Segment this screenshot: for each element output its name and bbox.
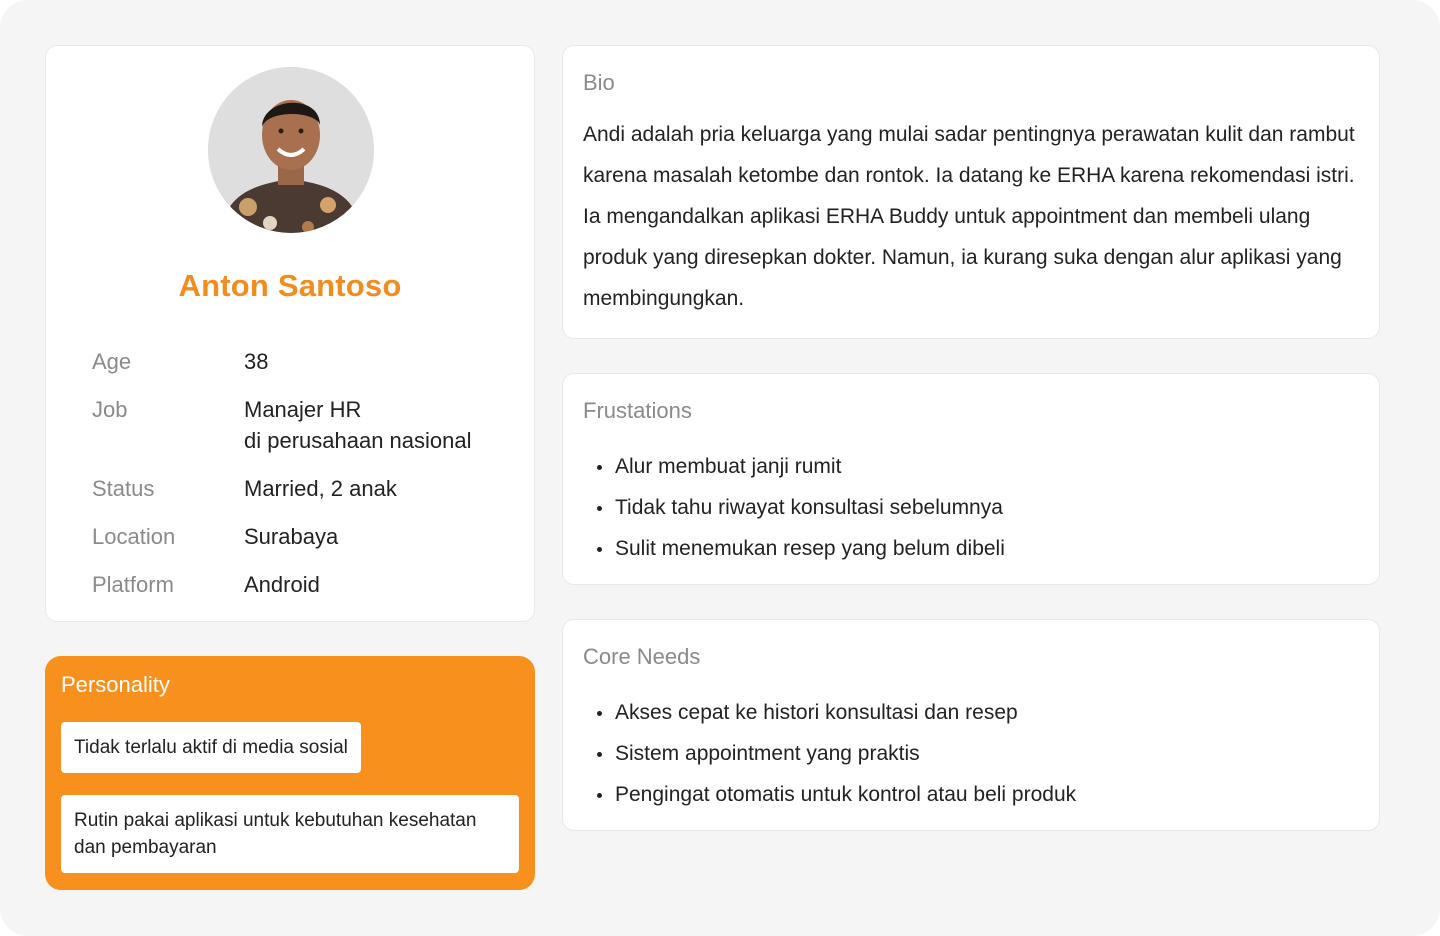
frustrations-list	[595, 446, 1005, 569]
list-item: Alur membuat janji rumit	[595, 446, 1005, 487]
persona-name: Anton Santoso	[178, 268, 402, 303]
info-value-line: Surabaya	[244, 524, 339, 549]
info-value	[244, 473, 397, 504]
info-value	[244, 569, 320, 600]
bio-card	[562, 45, 1380, 339]
info-value-line: di perusahaan nasional	[244, 428, 472, 453]
core-needs-card	[562, 619, 1380, 831]
personality-card	[45, 656, 535, 890]
profile-card	[45, 45, 535, 622]
info-value-line: Married, 2 anak	[244, 476, 397, 501]
info-label: Age	[92, 349, 132, 374]
core-needs-title: Core Needs	[583, 644, 701, 669]
info-value	[244, 394, 472, 456]
info-value-line: Android	[244, 572, 320, 597]
personality-chip: Rutin pakai aplikasi untuk kebutuhan kesehatan dan pembayaran	[61, 795, 519, 873]
profile-info	[92, 346, 512, 617]
info-row-status	[92, 473, 512, 504]
info-value-line: 38	[244, 349, 269, 374]
avatar	[208, 67, 374, 233]
bio-title: Bio	[583, 70, 615, 95]
info-label: Job	[92, 397, 128, 422]
personality-chip: Tidak terlalu aktif di media sosial	[61, 722, 361, 773]
list-item: Akses cepat ke histori konsultasi dan resep	[595, 692, 1076, 733]
info-row-location	[92, 521, 512, 552]
frustrations-title: Frustations	[583, 398, 692, 423]
info-row-platform	[92, 569, 512, 600]
info-value	[244, 521, 338, 552]
info-label: Status	[92, 476, 155, 501]
info-label: Location	[92, 524, 176, 549]
frustrations-card	[562, 373, 1380, 585]
list-item: Sistem appointment yang praktis	[595, 733, 1076, 774]
info-label: Platform	[92, 572, 174, 597]
info-row-age	[92, 346, 512, 377]
personality-title: Personality	[61, 672, 170, 697]
list-item: Tidak tahu riwayat konsultasi sebelumnya	[595, 487, 1005, 528]
info-value-line: Manajer HR	[244, 397, 362, 422]
list-item: Pengingat otomatis untuk kontrol atau beli produk	[595, 774, 1076, 815]
core-needs-list	[595, 692, 1076, 815]
info-value	[244, 346, 268, 377]
info-row-job	[92, 394, 512, 456]
list-item: Sulit menemukan resep yang belum dibeli	[595, 528, 1005, 569]
bio-text: Andi adalah pria keluarga yang mulai sadar pentingnya perawatan kulit dan rambut karena masalah ketombe dan rontok. Ia datang ke ERHA karena rekomendasi istri. Ia mengandalkan aplikasi ERHA Buddy untuk appointment dan membeli ulang produk yang diresepkan dokter. Namun, ia kurang suka dengan alur aplikasi yang membingungkan.	[583, 123, 1355, 310]
